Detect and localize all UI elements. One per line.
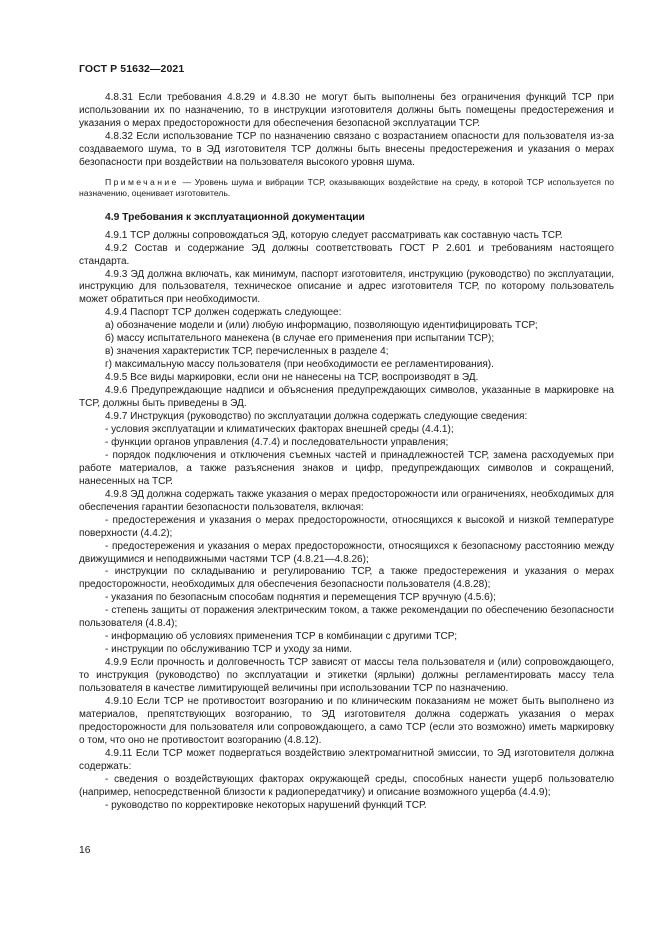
list-item-g: г) максимальную массу пользователя (при необходимости ее регламентирования). — [105, 359, 494, 371]
clause-4-9-6: 4.9.6 Предупреждающие надписи и объяснения предупреждающих символов, указанные в маркировке на ТСР, должны быть приведены в ЭД. — [79, 385, 614, 410]
list-item: - предостережения и указания о мерах предосторожности, относящихся к безопасному расстоянию между движущимися и неподвижными частями ТСР (4.8.21—4.8.26); — [79, 540, 614, 565]
clause-4-9-3: 4.9.3 ЭД должна включать, как минимум, паспорт изготовителя, инструкцию (руководство) по эксплуатации, инструкцию для пользователя, техническое описание и адрес изготовителя ТСР, по которому пользователь может обратиться при необходимости. — [79, 268, 614, 306]
clause-4-9-5: 4.9.5 Все виды маркировки, если они не нанесены на ТСР, воспроизводят в ЭД. — [105, 372, 479, 384]
clause-4-9-7: 4.9.7 Инструкция (руководство) по эксплуатации должна содержать следующие сведения: — [105, 411, 528, 423]
clause-4-8-32: 4.8.32 Если использование ТСР по назначению связано с возрастанием опасности для пользователя из-за создаваемого шума, то в ЭД изготовителя ТСР должны быть внесены предостережения и указания о мерах безопасности при воздействии на пользователя высокого уровня шума. — [79, 130, 614, 168]
list-item: - сведения о воздействующих факторах окружающей среды, способных нанести ущерб пользователю (например, непосредственной близости к радиопередатчику) и описание возможного ущерба (4.4.9); — [79, 773, 614, 798]
list-item-b: б) массу испытательного манекена (в случае его применения при испытании ТСР); — [105, 333, 495, 345]
clause-4-9-8: 4.9.8 ЭД должна содержать также указания о мерах предосторожности или ограничениях, необходимых для обеспечения гарантии безопасности пользователя, включая: — [79, 488, 614, 513]
list-item: - условия эксплуатации и климатических факторах внешней среды (4.4.1); — [105, 423, 454, 435]
list-item: - руководство по корректировке некоторых нарушений функций ТСР. — [105, 799, 427, 811]
section-heading-4-9: 4.9 Требования к эксплуатационной документации — [105, 211, 365, 223]
note-label: Примечание — [105, 176, 179, 187]
list-item: - предостережения и указания о мерах предосторожности, относящихся к высокой и низкой температуре поверхности (4.4.2); — [79, 514, 614, 539]
clause-4-8-31: 4.8.31 Если требования 4.8.29 и 4.8.30 не могут быть выполнены без ограничения функций ТСР при использовании их по назначению, то в инструкции изготовителя должны быть помещены предостережения и указания о мерах предосторожности для обеспечения безопасной эксплуатации ТСР. — [79, 92, 614, 129]
clause-4-9-1: 4.9.1 ТСР должны сопровождаться ЭД, которую следует рассматривать как составную часть ТСР. — [105, 229, 563, 241]
clause-4-9-4: 4.9.4 Паспорт ТСР должен содержать следующее: — [105, 307, 342, 319]
clause-4-9-11: 4.9.11 Если ТСР может подвергаться воздействию электромагнитной эмиссии, то ЭД изготовителя должна содержать: — [79, 747, 614, 772]
list-item: - степень защиты от поражения электрическим током, а также рекомендации по обеспечению безопасности пользователя (4.8.4); — [79, 605, 614, 630]
page-number: 16 — [79, 845, 91, 856]
note-paragraph — [79, 177, 614, 200]
page-body — [79, 92, 614, 813]
list-item: - функции органов управления (4.7.4) и последовательности управления; — [105, 436, 449, 448]
clause-4-9-10: 4.9.10 Если ТСР не противостоит возгоранию и по клиническим показаниям не может быть выполнено из материалов, препятствующих возгоранию, то ЭД изготовителя должна содержать указания о мерах предосторожности для пользователя или сопровождающего, а само ТСР (если это возможно) иметь маркировку о том, что оно не противостоит возгоранию (4.8.12). — [79, 695, 614, 746]
list-item-v: в) значения характеристик ТСР, перечисленных в разделе 4; — [105, 346, 389, 358]
list-item: - указания по безопасным способам поднятия и перемещения ТСР вручную (4.5.6); — [105, 592, 496, 604]
clause-4-9-9: 4.9.9 Если прочность и долговечность ТСР зависят от массы тела пользователя и (или) сопровождающего, то инструкция (руководство) по эксплуатации и этикетки (ярлыки) должны регламентировать массу тела пользователя в качестве лимитирующей величины при использовании ТСР по назначению. — [79, 657, 614, 695]
clause-4-9-2: 4.9.2 Состав и содержание ЭД должны соответствовать ГОСТ Р 2.601 и требованиям настоящего стандарта. — [79, 242, 614, 267]
list-item: - информацию об условиях применения ТСР в комбинации с другими ТСР; — [105, 631, 458, 643]
list-item-a: а) обозначение модели и (или) любую информацию, позволяющую идентифицировать ТСР; — [105, 320, 538, 332]
note-text: — Уровень шума и вибрации ТСР, оказывающих воздействие на среду, в которой ТСР используется по назначению, оценивает изготовитель. — [79, 176, 614, 199]
list-item: - инструкции по обслуживанию ТСР и уходу за ними. — [105, 644, 353, 656]
list-item: - инструкции по складыванию и регулированию ТСР, а также предостережения и указания о мерах предосторожности, необходимых для обеспечения безопасности пользователя (4.8.28); — [79, 566, 614, 591]
list-item: - порядок подключения и отключения съемных частей и принадлежностей ТСР, замена расходуемых при работе материалов, а также разъяснения знаков и цифр, предупреждающих символов и сокращений, нанесенных на ТСР. — [79, 449, 614, 487]
running-header-doc-code: ГОСТ Р 51632—2021 — [79, 63, 185, 75]
